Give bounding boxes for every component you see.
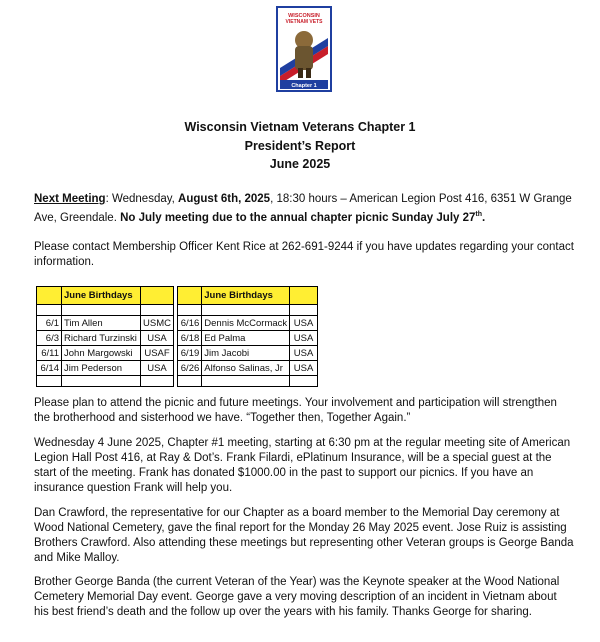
- birthday-table-right: [177, 286, 318, 387]
- svg-text:WISCONSIN: WISCONSIN: [288, 13, 320, 19]
- next-meeting-label: Next Meeting: [34, 193, 106, 205]
- birthday-table-left: [36, 286, 174, 387]
- contact-paragraph: Please contact Membership Officer Kent Rice at 262-691-9244 if you have updates regarding your contact information.: [34, 241, 574, 268]
- svg-text:VIETNAM VETS: VIETNAM VETS: [285, 19, 323, 25]
- report-date: June 2025: [269, 157, 331, 171]
- picnic-paragraph: Please plan to attend the picnic and future meetings. Your involvement and participation will strengthen the brotherhood and sisterhood we have. “Together then, Together Again.”: [34, 397, 557, 424]
- july-notice: No July meeting due to the annual chapter picnic Sunday July 27th.: [120, 211, 486, 224]
- table-row: 6/26 Alfonso Salinas, Jr USA: [178, 361, 318, 376]
- june-meeting-paragraph: Wednesday 4 June 2025, Chapter #1 meeting, starting at 6:30 pm at the regular meeting site of American Legion Hall Post 416, at Ray & Dot’s. Frank Filardi, ePlatinum Insurance, will be a special guest at the start of the meeting. Frank has donated $1000.00 in the past to support our picnics. If you have an insurance question Frank will help you.: [34, 437, 571, 494]
- memorial-day-paragraph: Dan Crawford, the representative for our Chapter as a board member to the Memorial Day ceremony at Wood National Cemetery, gave the final report for the Monday 26 May 2025 event. Jose Ruiz is assisting Brothers Crawford. Also attending these meetings but representing other Veteran groups is George Banda and Mike Malloy.: [34, 507, 574, 564]
- keynote-paragraph: Brother George Banda (the current Veteran of the Year) was the Keynote speaker at the Wood National Cemetery Memorial Day event. George gave a very moving description of an incident in Vietnam about his best friend’s death and the follow up over the years with his family. Thanks George for sharing.: [34, 576, 560, 618]
- table-row: 6/1 Tim Allen USMC: [37, 316, 174, 331]
- meeting-date: August 6th, 2025: [178, 193, 271, 205]
- table-row: 6/3 Richard Turzinski USA: [37, 331, 174, 346]
- table-row: 6/16 Dennis McCormack USA: [178, 316, 318, 331]
- birthday-table-title: June Birthdays: [202, 287, 290, 305]
- document-title: Wisconsin Vietnam Veterans Chapter 1: [184, 120, 416, 134]
- svg-text:Chapter 1: Chapter 1: [291, 83, 317, 89]
- chapter-logo: [276, 6, 332, 92]
- table-row: 6/11 John Margowski USAF: [37, 346, 174, 361]
- birthday-table-title: June Birthdays: [62, 287, 141, 305]
- report-title: President’s Report: [244, 139, 356, 153]
- table-row: 6/19 Jim Jacobi USA: [178, 346, 318, 361]
- table-row: 6/18 Ed Palma USA: [178, 331, 318, 346]
- next-meeting-paragraph: Next Meeting: Wednesday, August 6th, 2025, 18:30 hours – American Legion Post 416, 6351 W Grange Ave, Greendale. No July meeting due to the annual chapter picnic Sunday July 27th.: [34, 193, 572, 224]
- table-row: 6/14 Jim Pederson USA: [37, 361, 174, 376]
